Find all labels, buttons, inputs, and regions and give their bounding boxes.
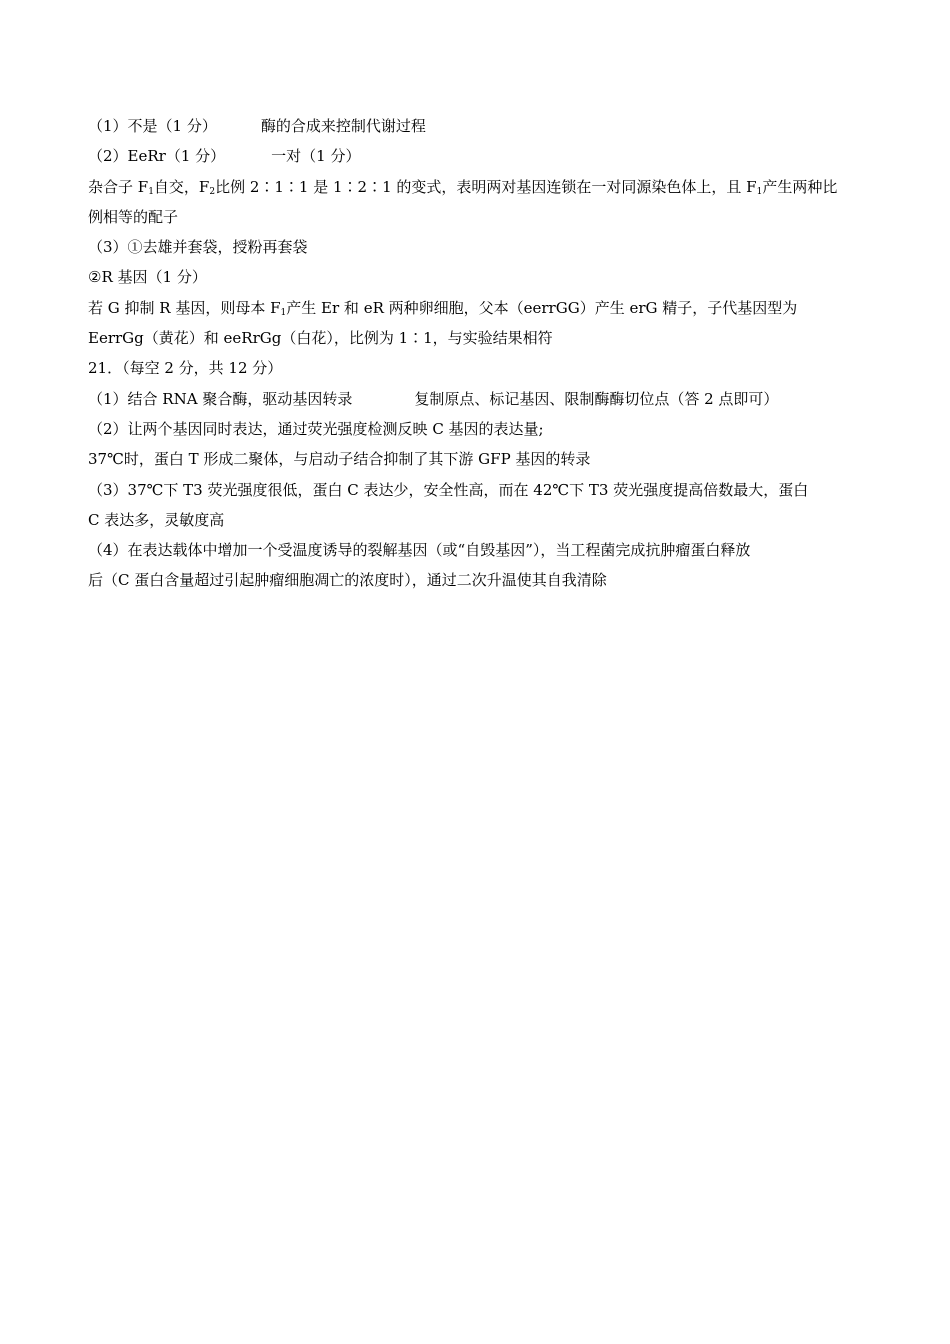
text-fragment: 产生两种比 [762, 177, 838, 196]
subscript: 2 [209, 186, 216, 197]
text-fragment: 比例 2∶1∶1 是 1∶2∶1 的变式，表明两对基因连锁在一对同源染色体上，且 F [215, 177, 757, 196]
answer-1-1: （1）不是（1 分） [88, 117, 217, 135]
answer-21-1-b: 复制原点、标记基因、限制酶酶切位点（答 2 点即可） [414, 389, 779, 408]
answer-line-4: 例相等的配子 [88, 207, 179, 226]
subscript: 1 [148, 186, 154, 197]
text-fragment: 产生 Er 和 eR 两种卵细胞，父本（eerrGG）产生 erG 精子，子代基因型为 [286, 298, 798, 317]
answer-line-7 [88, 293, 868, 323]
answer-line-1 [88, 111, 868, 141]
answer-21-1: （1）结合 RNA 聚合酶，驱动基因转录 [88, 389, 353, 408]
answer-line-12: 37℃时，蛋白 T 形成二聚体，与启动子结合抑制了其下游 GFP 基因的转录 [88, 450, 591, 469]
subscript: 1 [756, 186, 763, 197]
answer-line-5: （3）①去雄并套袋，授粉再套袋 [88, 238, 308, 257]
text-fragment: 杂合子 F [88, 177, 149, 196]
answer-line-11: （2）让两个基因同时表达，通过荧光强度检测反映 C 基因的表达量; [88, 419, 544, 438]
subscript: 1 [280, 307, 287, 318]
answer-line-13: （3）37℃下 T3 荧光强度很低，蛋白 C 表达少，安全性高，而在 42℃下 T3 荧光强度提高倍数最大，蛋白 [88, 480, 809, 499]
answer-line-6: ②R 基因（1 分） [88, 268, 207, 287]
question-21-header: 21．（每空 2 分，共 12 分） [88, 359, 283, 378]
answer-line-16: 后（C 蛋白含量超过引起肿瘤细胞凋亡的浓度时），通过二次升温使其自我清除 [88, 571, 607, 590]
answer-line-14: C 表达多，灵敏度高 [88, 510, 225, 529]
answer-text-block [88, 111, 868, 596]
answer-line-8: EerrGg（黄花）和 eeRrGg（白花），比例为 1∶1，与实验结果相符 [88, 329, 553, 348]
text-fragment: 自交，F [153, 177, 210, 196]
answer-line-15: （4）在表达载体中增加一个受温度诱导的裂解基因（或“自毁基因”），当工程菌完成抗肿瘤蛋白释放 [88, 541, 751, 560]
answer-line-3 [88, 172, 868, 202]
answer-line-10 [88, 384, 868, 414]
answer-1-1-b: 酶的合成来控制代谢过程 [260, 117, 426, 135]
answer-1-2: （2）EeRr（1 分） [88, 147, 226, 166]
text-fragment: 若 G 抑制 R 基因，则母本 F [88, 298, 281, 317]
answer-line-2 [88, 141, 868, 171]
answer-1-2-b: 一对（1 分） [271, 147, 361, 166]
